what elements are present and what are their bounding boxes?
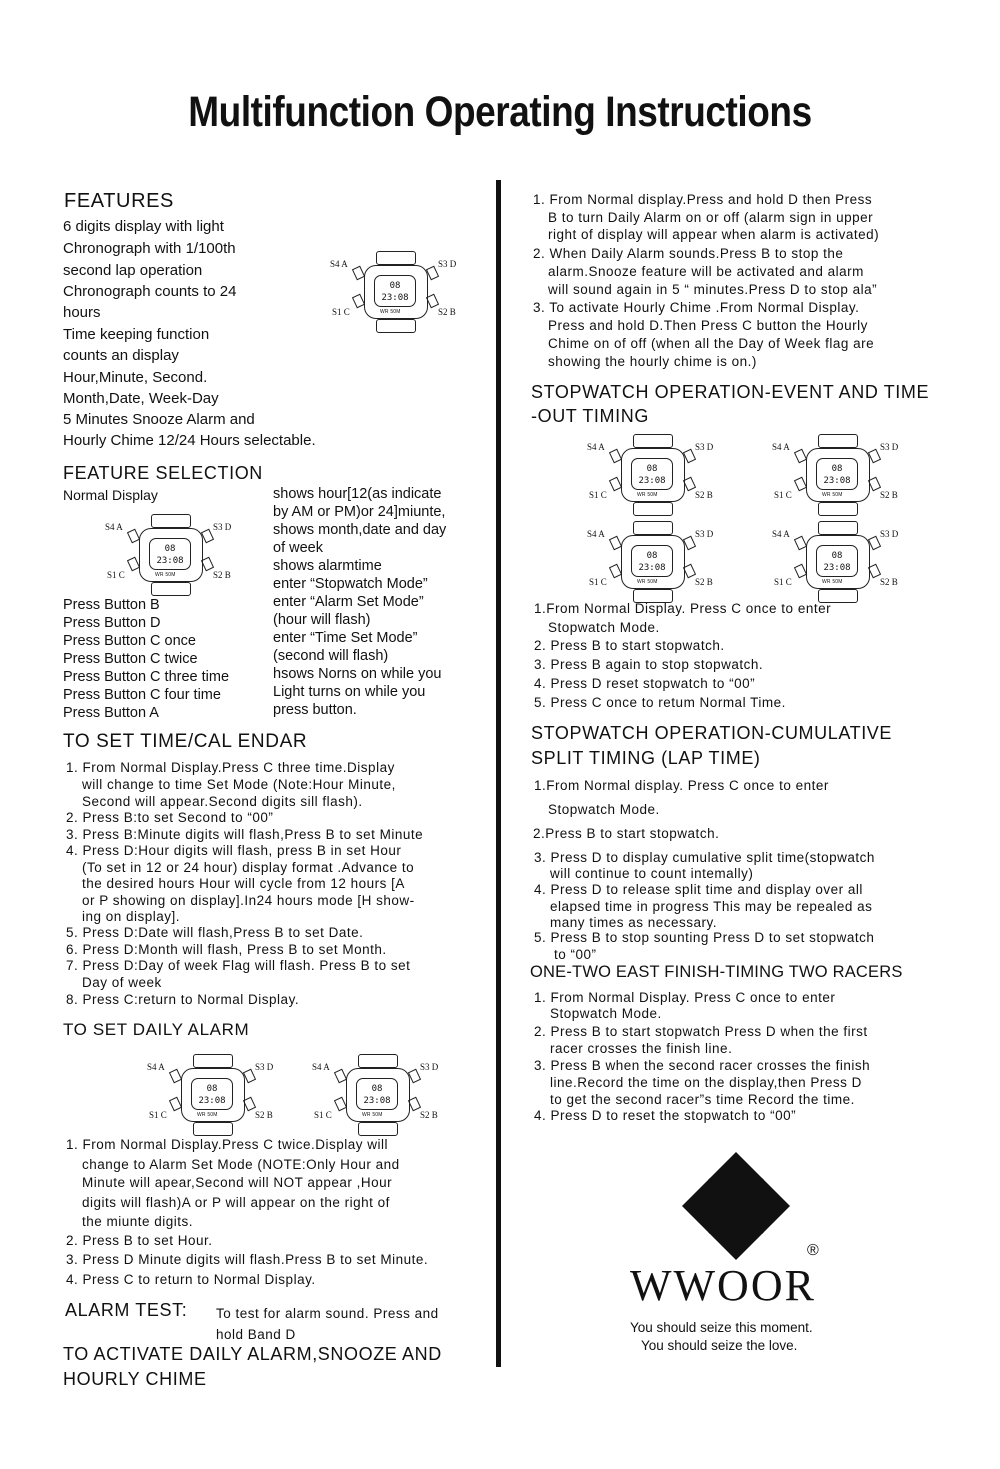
stopwatch-split-line: 3. Press D to display cumulative split time(stopwatch: [534, 850, 875, 865]
stopwatch-event-line: 2. Press B to start stopwatch.: [534, 638, 725, 653]
brand-logo-icon: [680, 1150, 792, 1262]
watch-screen: [374, 275, 416, 307]
watch-lug: [818, 502, 858, 516]
stopwatch-split-line: many times as necessary.: [550, 915, 718, 930]
set-time-line: 5. Press D:Date will flash,Press B to set Date.: [66, 925, 364, 940]
set-time-line: 7. Press D:Day of week Flag will flash. Press B to set: [66, 958, 411, 973]
selection-description: of week: [273, 540, 323, 556]
daily-alarm-line: Minute will apear,Second will NOT appear ,Hour: [82, 1175, 393, 1190]
watch-label-b: S2 B: [255, 1110, 273, 1120]
activate-line: B to turn Daily Alarm on or off (alarm sign in upper: [548, 210, 874, 225]
stopwatch-split-line: to “00”: [554, 947, 597, 962]
watch-screen: [816, 545, 858, 577]
watch-label-a: S4 A: [105, 522, 123, 532]
activate-line: showing the hourly chime is on.): [548, 354, 757, 369]
selection-description: enter “Alarm Set Mode”: [273, 594, 424, 610]
watch-diagram: [145, 1050, 280, 1140]
two-racers-line: 2. Press B to start stopwatch Press D when the first: [534, 1024, 868, 1039]
feature-selection-heading: FEATURE SELECTION: [63, 463, 263, 483]
features-line: Hour,Minute, Second.: [63, 369, 208, 386]
watch-label-c: S1 C: [774, 577, 792, 587]
watch-label-a: S4 A: [772, 529, 790, 539]
watch-label-c: S1 C: [149, 1110, 167, 1120]
watch-label-a: S4 A: [147, 1062, 165, 1072]
activate-line: 2. When Daily Alarm sounds.Press B to stop the: [533, 246, 844, 261]
activate-heading: TO ACTIVATE DAILY ALARM,SNOOZE AND: [63, 1344, 442, 1364]
watch-lug: [376, 251, 416, 265]
watch-label-d: S3 D: [213, 522, 232, 532]
watch-lug: [633, 502, 673, 516]
watch-screen: [191, 1078, 233, 1110]
set-time-line: 2. Press B:to set Second to “00”: [66, 810, 274, 825]
stopwatch-event-heading: -OUT TIMING: [531, 406, 649, 426]
watch-label-b: S2 B: [420, 1110, 438, 1120]
two-racers-line: racer crosses the finish line.: [550, 1041, 733, 1056]
activate-line: Chime on of off (when all the Day of Week flag are: [548, 336, 875, 351]
features-line: second lap operation: [63, 262, 203, 279]
stopwatch-event-line: 1.From Normal Display. Press C once to enter: [534, 601, 832, 616]
watch-display-top: 08: [371, 1084, 383, 1094]
activate-heading: HOURLY CHIME: [63, 1369, 207, 1389]
features-line: Month,Date, Week-Day: [63, 390, 219, 407]
brand-slogan: You should seize this moment.: [630, 1320, 813, 1335]
stopwatch-split-line: will continue to count intemally): [550, 866, 754, 881]
daily-alarm-line: digits will flash)A or P will appear on the right of: [82, 1195, 390, 1210]
set-time-line: Day of week: [82, 975, 162, 990]
watch-display-bottom: 23:08: [363, 1096, 391, 1106]
watch-lug: [193, 1122, 233, 1136]
set-time-line: or P showing on display].In24 hours mode [H show-: [82, 893, 415, 908]
daily-alarm-line: 1. From Normal Display.Press C twice.Display will: [66, 1137, 389, 1152]
selection-description: hsows Norns on while you: [273, 666, 442, 682]
two-racers-heading: ONE-TWO EAST FINISH-TIMING TWO RACERS: [530, 963, 903, 981]
watch-lug: [358, 1054, 398, 1068]
daily-alarm-line: the miunte digits.: [82, 1214, 194, 1229]
activate-line: 3. To activate Hourly Chime .From Normal Display.: [533, 300, 860, 315]
watch-label-d: S3 D: [438, 259, 457, 269]
daily-alarm-line: 2. Press B to set Hour.: [66, 1233, 213, 1248]
watch-label-c: S1 C: [589, 490, 607, 500]
stopwatch-event-heading: STOPWATCH OPERATION-EVENT AND TIME: [531, 382, 930, 402]
activate-line: Press and hold D.Then Press C button the Hourly: [548, 318, 868, 333]
set-time-line: 8. Press C:return to Normal Display.: [66, 992, 300, 1007]
watch-label-d: S3 D: [880, 529, 899, 539]
stopwatch-split-heading: STOPWATCH OPERATION-CUMULATIVE: [531, 723, 893, 743]
alarm-test-line: hold Band D: [216, 1327, 296, 1342]
watch-display-bottom: 23:08: [823, 563, 851, 573]
features-line: counts an display: [63, 347, 179, 364]
watch-label-c: S1 C: [107, 570, 125, 580]
watch-label-a: S4 A: [772, 442, 790, 452]
watch-wr-label: WR 50M: [637, 579, 658, 585]
set-time-line: Second will appear.Second digits sill flash).: [82, 794, 363, 809]
activate-line: will sound again in 5 “ minutes.Press D to stop ala”: [548, 282, 878, 297]
daily-alarm-line: 4. Press C to return to Normal Display.: [66, 1272, 316, 1287]
stopwatch-split-line: 4. Press D to release split time and display over all: [534, 882, 863, 897]
watch-label-a: S4 A: [587, 442, 605, 452]
watch-label-c: S1 C: [332, 307, 350, 317]
daily-alarm-line: 3. Press D Minute digits will flash.Press B to set Minute.: [66, 1252, 429, 1267]
stopwatch-event-line: 5. Press C once to retum Normal Time.: [534, 695, 786, 710]
watch-label-b: S2 B: [695, 577, 713, 587]
watch-diagram: [585, 430, 720, 520]
button-press-label: Press Button A: [63, 705, 159, 721]
watch-wr-label: WR 50M: [197, 1112, 218, 1118]
watch-diagram: [310, 1050, 445, 1140]
watch-label-b: S2 B: [880, 577, 898, 587]
watch-lug: [151, 514, 191, 528]
watch-screen: [631, 545, 673, 577]
two-racers-line: 4. Press D to reset the stopwatch to “00”: [534, 1108, 797, 1123]
watch-display-top: 08: [646, 551, 658, 561]
set-time-line: ing on display].: [82, 909, 181, 924]
watch-display-bottom: 23:08: [198, 1096, 226, 1106]
watch-display-top: 08: [206, 1084, 218, 1094]
stopwatch-event-line: Stopwatch Mode.: [548, 620, 660, 635]
selection-description: enter “Time Set Mode”: [273, 630, 418, 646]
watch-display-top: 08: [831, 464, 843, 474]
watch-display-top: 08: [389, 281, 401, 291]
watch-label-b: S2 B: [438, 307, 456, 317]
stopwatch-event-line: 3. Press B again to stop stopwatch.: [534, 657, 764, 672]
watch-lug: [193, 1054, 233, 1068]
watch-lug: [633, 589, 673, 603]
watch-label-a: S4 A: [312, 1062, 330, 1072]
features-line: hours: [63, 304, 101, 321]
features-line: Chronograph with 1/100th: [63, 240, 236, 257]
set-time-line: will change to time Set Mode (Note:Hour Minute,: [82, 777, 396, 792]
set-time-line: 4. Press D:Hour digits will flash, press B in set Hour: [66, 843, 402, 858]
watch-lug: [376, 319, 416, 333]
watch-label-b: S2 B: [880, 490, 898, 500]
features-line: Hourly Chime 12/24 Hours selectable.: [63, 432, 316, 449]
daily-alarm-line: change to Alarm Set Mode (NOTE:Only Hour and: [82, 1157, 400, 1172]
selection-description: shows month,date and day: [273, 522, 447, 538]
watch-lug: [358, 1122, 398, 1136]
set-time-line: 3. Press B:Minute digits will flash,Press B to set Minute: [66, 827, 424, 842]
set-time-line: (To set in 12 or 24 hour) display format .Advance to: [82, 860, 415, 875]
daily-alarm-heading: TO SET DAILY ALARM: [63, 1020, 250, 1039]
watch-diagram: [770, 430, 905, 520]
two-racers-line: 1. From Normal Display. Press C once to enter: [534, 990, 836, 1005]
alarm-test-line: To test for alarm sound. Press and: [216, 1306, 439, 1321]
alarm-test-heading: ALARM TEST:: [65, 1300, 188, 1320]
watch-diagram: [770, 517, 905, 607]
watch-lug: [818, 434, 858, 448]
watch-lug: [151, 582, 191, 596]
watch-label-a: S4 A: [587, 529, 605, 539]
watch-label-c: S1 C: [589, 577, 607, 587]
selection-description: enter “Stopwatch Mode”: [273, 576, 428, 592]
stopwatch-split-line: Stopwatch Mode.: [548, 802, 660, 817]
stopwatch-split-line: elapsed time in progress This may be repealed as: [550, 899, 873, 914]
watch-label-b: S2 B: [695, 490, 713, 500]
selection-description: (hour will flash): [273, 612, 371, 628]
watch-display-bottom: 23:08: [638, 476, 666, 486]
watch-display-top: 08: [164, 544, 176, 554]
watch-lug: [633, 434, 673, 448]
stopwatch-split-line: 1.From Normal display. Press C once to enter: [534, 778, 829, 793]
watch-screen: [816, 458, 858, 490]
watch-wr-label: WR 50M: [155, 572, 176, 578]
watch-screen: [356, 1078, 398, 1110]
two-racers-line: to get the second racer”s time Record the time.: [550, 1092, 855, 1107]
watch-display-bottom: 23:08: [823, 476, 851, 486]
activate-line: alarm.Snooze feature will be activated and alarm: [548, 264, 864, 279]
activate-line: 1. From Normal display.Press and hold D then Press: [533, 192, 873, 207]
registered-mark: ®: [807, 1242, 819, 1259]
watch-display-top: 08: [831, 551, 843, 561]
features-line: Time keeping function: [63, 326, 210, 343]
watch-label-b: S2 B: [213, 570, 231, 580]
watch-lug: [633, 521, 673, 535]
set-time-heading: TO SET TIME/CAL ENDAR: [63, 731, 308, 752]
watch-label-a: S4 A: [330, 259, 348, 269]
watch-display-bottom: 23:08: [156, 556, 184, 566]
button-press-label: Press Button B: [63, 597, 160, 613]
page-title: Multifunction Operating Instructions: [188, 88, 812, 136]
stopwatch-event-line: 4. Press D reset stopwatch to “00”: [534, 676, 756, 691]
normal-display-label: Normal Display: [63, 487, 158, 503]
watch-screen: [149, 538, 191, 570]
button-press-label: Press Button C once: [63, 633, 196, 649]
column-divider: [496, 180, 501, 1367]
watch-wr-label: WR 50M: [822, 492, 843, 498]
two-racers-line: line.Record the time on the display,then Press D: [550, 1075, 862, 1090]
stopwatch-split-heading: SPLIT TIMING (LAP TIME): [531, 748, 761, 768]
watch-label-d: S3 D: [880, 442, 899, 452]
watch-wr-label: WR 50M: [380, 309, 401, 315]
features-line: 5 Minutes Snooze Alarm and: [63, 411, 255, 428]
brand-name: WWOOR: [630, 1261, 816, 1310]
button-press-label: Press Button C four time: [63, 687, 221, 703]
watch-label-d: S3 D: [695, 442, 714, 452]
watch-diagram: [585, 517, 720, 607]
activate-line: right of display will appear when alarm is activated): [548, 227, 880, 242]
watch-label-d: S3 D: [695, 529, 714, 539]
watch-lug: [818, 521, 858, 535]
stopwatch-split-line: 5. Press B to stop sounting Press D to set stopwatch: [534, 930, 875, 945]
watch-label-d: S3 D: [420, 1062, 439, 1072]
watch-diagram: [103, 510, 238, 600]
selection-description: (second will flash): [273, 648, 389, 664]
features-line: 6 digits display with light: [63, 218, 224, 235]
watch-diagram: [328, 247, 463, 337]
features-line: Chronograph counts to 24: [63, 283, 237, 300]
two-racers-line: 3. Press B when the second racer crosses the finish: [534, 1058, 871, 1073]
watch-label-c: S1 C: [774, 490, 792, 500]
watch-wr-label: WR 50M: [362, 1112, 383, 1118]
selection-description: shows alarmtime: [273, 558, 382, 574]
set-time-line: 6. Press D:Month will flash, Press B to set Month.: [66, 942, 387, 957]
watch-label-d: S3 D: [255, 1062, 274, 1072]
button-press-label: Press Button D: [63, 615, 161, 631]
selection-description: Light turns on while you: [273, 684, 426, 700]
watch-display-top: 08: [646, 464, 658, 474]
watch-wr-label: WR 50M: [637, 492, 658, 498]
two-racers-line: Stopwatch Mode.: [550, 1006, 662, 1021]
set-time-line: 1. From Normal Display.Press C three time.Display: [66, 760, 395, 775]
set-time-line: the desired hours Hour will cycle from 12 hours [A: [82, 876, 405, 891]
watch-wr-label: WR 50M: [822, 579, 843, 585]
watch-screen: [631, 458, 673, 490]
button-press-label: Press Button C three time: [63, 669, 230, 685]
selection-description: shows hour[12(as indicate: [273, 486, 442, 502]
button-press-label: Press Button C twice: [63, 651, 198, 667]
stopwatch-split-line: 2.Press B to start stopwatch.: [533, 826, 720, 841]
features-heading: FEATURES: [64, 190, 174, 212]
watch-lug: [818, 589, 858, 603]
watch-display-bottom: 23:08: [381, 293, 409, 303]
brand-slogan: You should seize the love.: [641, 1338, 798, 1353]
selection-description: by AM or PM)or 24]miunte,: [273, 504, 446, 520]
selection-description: press button.: [273, 702, 357, 718]
watch-label-c: S1 C: [314, 1110, 332, 1120]
watch-display-bottom: 23:08: [638, 563, 666, 573]
